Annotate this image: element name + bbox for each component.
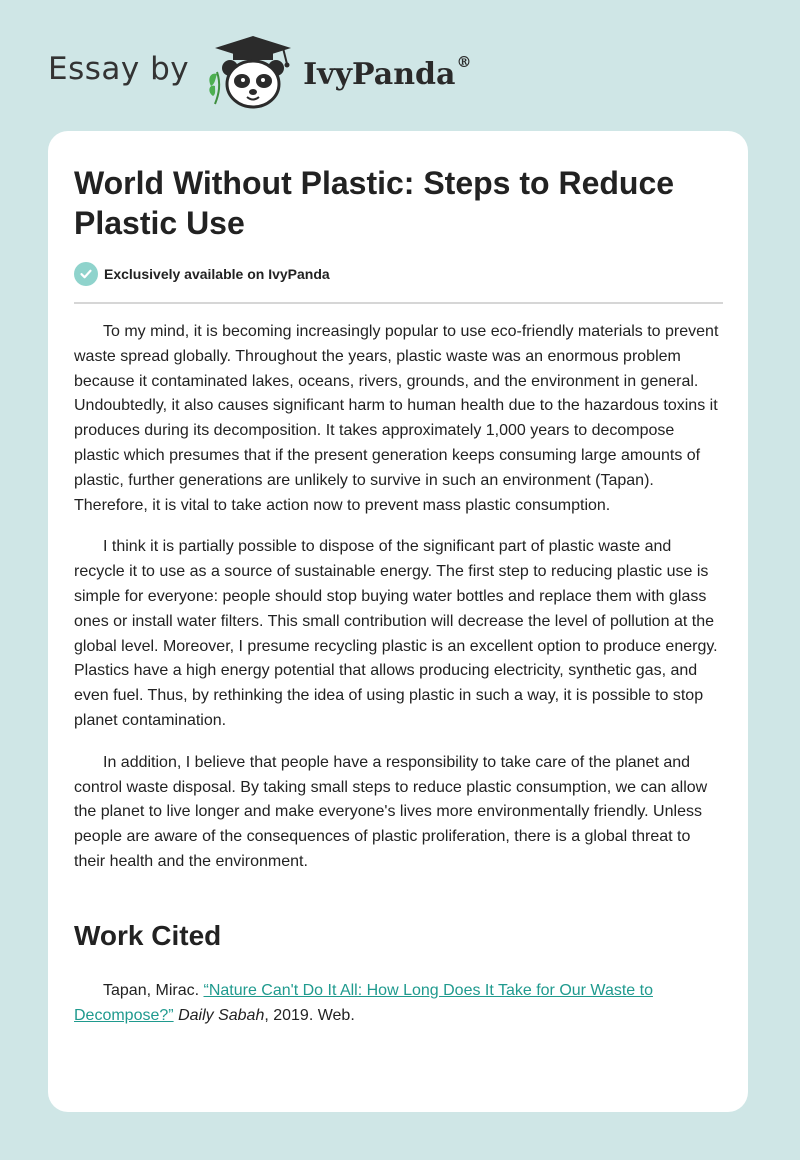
paragraph-1: To my mind, it is becoming increasingly popular to use eco-friendly materials to prevent waste spread globally. Throughout the years, plastic waste was an enormous problem because it contaminated lakes, oceans, rivers, grounds, and the environment in general. Undoubtedly, it also causes significant harm to human health due to the hazardous toxins it produces during its decomposition. It takes approximately 1,000 years to decompose plastic which presumes that if the present generation keeps consuming large amounts of plastic, further generations are unlikely to survive in such an environment (Tapan). Therefore, it is vital to take action now to prevent mass plastic consumption.: [74, 323, 719, 514]
exclusive-badge: [74, 262, 330, 286]
citation-author: Tapan, Mirac.: [103, 982, 200, 999]
works-cited-heading: Work Cited: [74, 920, 222, 951]
paragraph-3: In addition, I believe that people have a responsibility to take care of the planet and control waste disposal. By taking small steps to reduce plastic consumption, we can allow the planet to live longer and make everyone's lives more environmentally friendly. Unless people are aware of the consequences of plastic proliferation, there is a global threat to their health and the environment.: [74, 753, 708, 870]
essay-body: [74, 320, 724, 875]
essay-by-label: Essay by: [48, 51, 190, 87]
citation-link[interactable]: “Nature Can't Do It All: How Long Does It Take for Our Waste to Decompose?”: [74, 982, 653, 1024]
essay-card: [48, 131, 748, 1112]
panda-graduate-logo-icon[interactable]: [203, 34, 297, 110]
brand-name[interactable]: IvyPanda®: [303, 52, 472, 92]
check-icon: [74, 262, 98, 286]
exclusive-label: Exclusively available on IvyPanda: [104, 266, 330, 282]
registered-mark: ®: [456, 52, 472, 71]
citation-publication: Daily Sabah: [178, 1006, 265, 1024]
essay-title: World Without Plastic: Steps to Reduce Plastic Use: [74, 165, 675, 241]
paragraph-2: I think it is partially possible to dispose of the significant part of plastic waste and recycle it to use as a source of sustainable energy. The first step to reducing plastic use is simple for everyone: people should stop buying water bottles and replace them with glass ones or install water filters. This small contribution will decrease the level of pollution at the global level. Moreover, I presume recycling plastic is an excellent option to produce energy. Plastics have a high energy potential that allows producing electricity, synthetic gas, and even fuel. Thus, by rethinking the idea of using plastic in such a way, it is possible to stop planet contamination.: [74, 538, 718, 729]
citation-entry: [74, 979, 724, 1029]
citation-details: , 2019. Web.: [264, 1006, 355, 1024]
divider: [74, 302, 723, 304]
site-header: [48, 34, 471, 110]
